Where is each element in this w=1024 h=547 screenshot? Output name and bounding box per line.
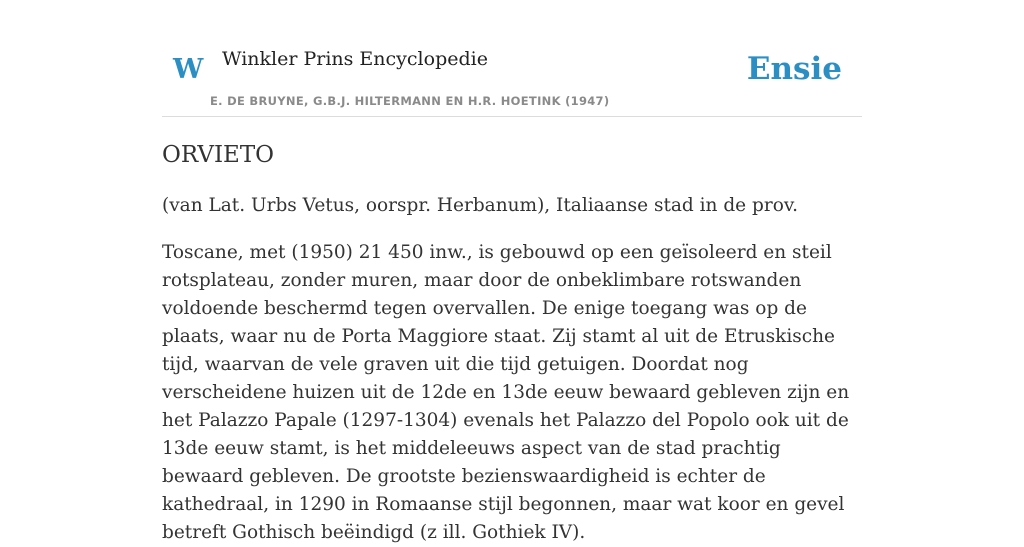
- entry-title: ORVIETO: [162, 142, 275, 168]
- winkler-prins-logo[interactable]: W: [173, 54, 204, 85]
- publication-title[interactable]: Winkler Prins Encyclopedie: [222, 48, 488, 70]
- ensie-logo[interactable]: Ensie: [746, 51, 842, 87]
- article-paragraph: (van Lat. Urbs Vetus, oorspr. Herbanum), Italiaanse stad in de prov.: [162, 195, 798, 216]
- site-header: [162, 0, 862, 117]
- article-paragraph: Toscane, met (1950) 21 450 inw., is gebouwd op een geïsoleerd en steil rotsplateau, zonder muren, maar door de onbeklimbare rotswanden voldoende beschermd tegen overvallen. De enige toegang was op de plaats, waar nu de Porta Maggiore staat. Zij stamt al uit de Etruskische tijd, waarvan de vele graven uit die tijd getuigen. Doordat nog verscheidene huizen uit de 12de en 13de eeuw bewaard gebleven zijn en het Palazzo Papale (1297-1304) evenals het Palazzo del Popolo ook uit de 13de eeuw stamt, is het middeleeuws aspect van de stad prachtig bewaard gebleven. De grootste bezienswaardigheid is echter de kathedraal, in 1290 in Romaanse stijl begonnen, maar wat koor en gevel betreft Gothisch beëindigd (z ill. Gothiek IV).: [162, 242, 850, 543]
- article: [162, 138, 864, 547]
- publication-authors: E. DE BRUYNE, G.B.J. HILTERMANN EN H.R. HOETINK (1947): [210, 94, 610, 108]
